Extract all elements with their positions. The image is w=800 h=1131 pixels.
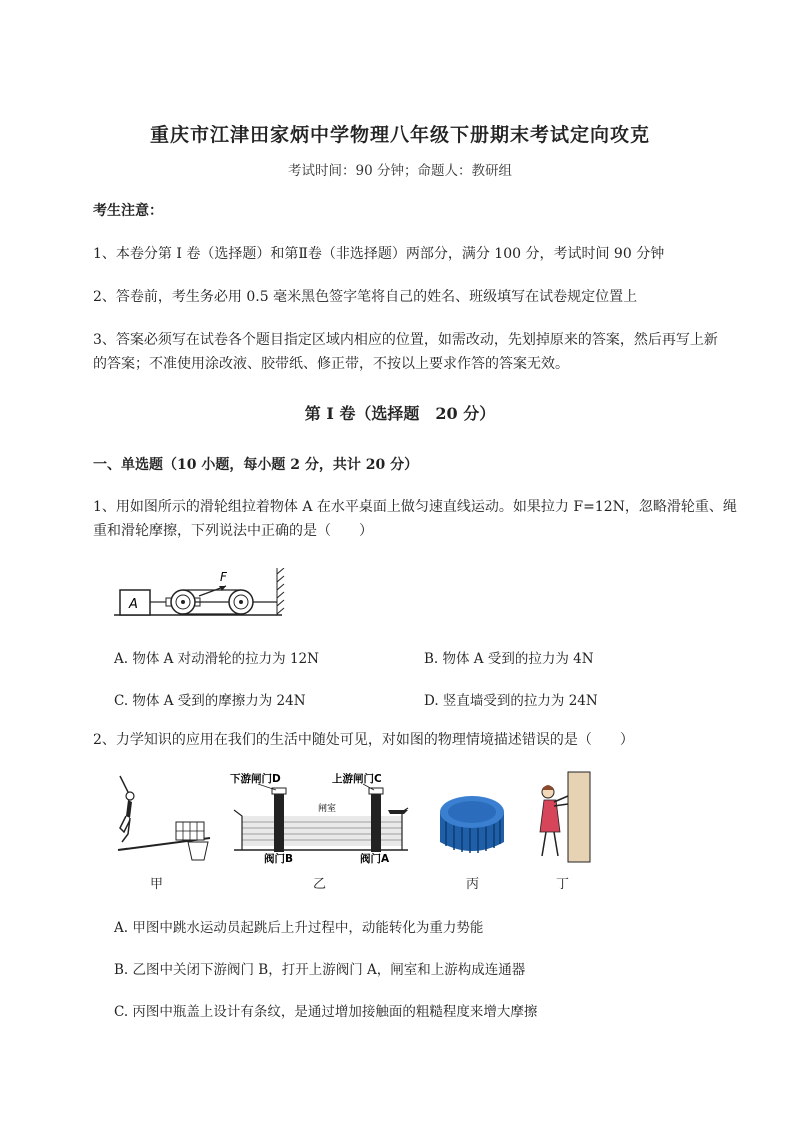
wall — [568, 772, 590, 862]
part-heading: 一、单选题（10 小题，每小题 2 分，共计 20 分） — [93, 457, 419, 473]
gate-c — [371, 790, 381, 852]
gate-d — [274, 790, 284, 852]
page-title: 重庆市江津田家炳中学物理八年级下册期末考试定向攻克 — [149, 124, 650, 146]
q1-stem-line1: 1、用如图所示的滑轮组拉着物体 A 在水平桌面上做匀速直线运动。如果拉力 F=12N，忽略滑轮重、绳 — [93, 499, 737, 515]
note-item-1: 1、本卷分第 I 卷（选择题）和第Ⅱ卷（非选择题）两部分，满分 100 分，考试时间 90 分钟 — [93, 246, 665, 262]
caption-yi: 乙 — [313, 877, 327, 892]
label-valve-b: 阀门B — [264, 853, 294, 865]
caption-jia: 甲 — [150, 877, 164, 892]
girl-dress — [540, 800, 560, 832]
label-chamber: 闸室 — [318, 804, 337, 814]
note-item-3-cont: 的答案；不准使用涂改液、胶带纸、修正带，不按以上要求作答的答案无效。 — [93, 356, 569, 372]
q1-option-d[interactable]: D. 竖直墙受到的拉力为 24N — [424, 693, 598, 709]
wall-hatch — [277, 568, 284, 615]
q2-stem: 2、力学知识的应用在我们的生活中随处可见，对如图的物理情境描述错误的是（ ） — [93, 732, 634, 748]
q2-option-c[interactable]: C. 丙图中瓶盖上设计有条纹，是通过增加接触面的粗糙程度来增大摩擦 — [114, 1004, 538, 1020]
label-valve-a: 阀门A — [360, 853, 390, 865]
pulley-figure — [114, 568, 286, 620]
note-item-3: 3、答案必须写在试卷各个题目指定区域内相应的位置，如需改动，先划掉原来的答案，然后再写上新 — [93, 332, 718, 348]
q1-option-b[interactable]: B. 物体 A 受到的拉力为 4N — [424, 651, 594, 667]
exam-subtitle: 考试时间：90 分钟；命题人：教研组 — [288, 163, 512, 179]
notes-heading: 考生注意： — [93, 203, 163, 219]
force-label: F — [220, 570, 227, 584]
label-gate-d: 下游闸门D — [230, 773, 281, 785]
section-title: 第 I 卷（选择题 20 分） — [304, 404, 496, 423]
q2-option-b[interactable]: B. 乙图中关闭下游阀门 B，打开上游阀门 A，闸室和上游构成连通器 — [114, 962, 526, 978]
q1-option-c[interactable]: C. 物体 A 受到的摩擦力为 24N — [114, 693, 306, 709]
push-wall-figure — [528, 770, 598, 865]
caption-ding: 丁 — [556, 877, 570, 892]
block-a-label: A — [129, 597, 138, 612]
bottle-cap-figure — [432, 790, 512, 862]
ship-lock-figure — [228, 768, 416, 866]
q1-option-a[interactable]: A. 物体 A 对动滑轮的拉力为 12N — [114, 651, 319, 667]
label-gate-c: 上游闸门C — [332, 773, 382, 785]
q2-option-a[interactable]: A. 甲图中跳水运动员起跳后上升过程中，动能转化为重力势能 — [114, 920, 484, 936]
q1-stem-line2: 重和滑轮摩擦，下列说法中正确的是（ ） — [93, 523, 373, 539]
diver-figure — [110, 770, 215, 865]
caption-bing: 丙 — [466, 877, 480, 892]
note-item-2: 2、答卷前，考生务必用 0.5 毫米黑色签字笔将自己的姓名、班级填写在试卷规定位置上 — [93, 289, 638, 305]
